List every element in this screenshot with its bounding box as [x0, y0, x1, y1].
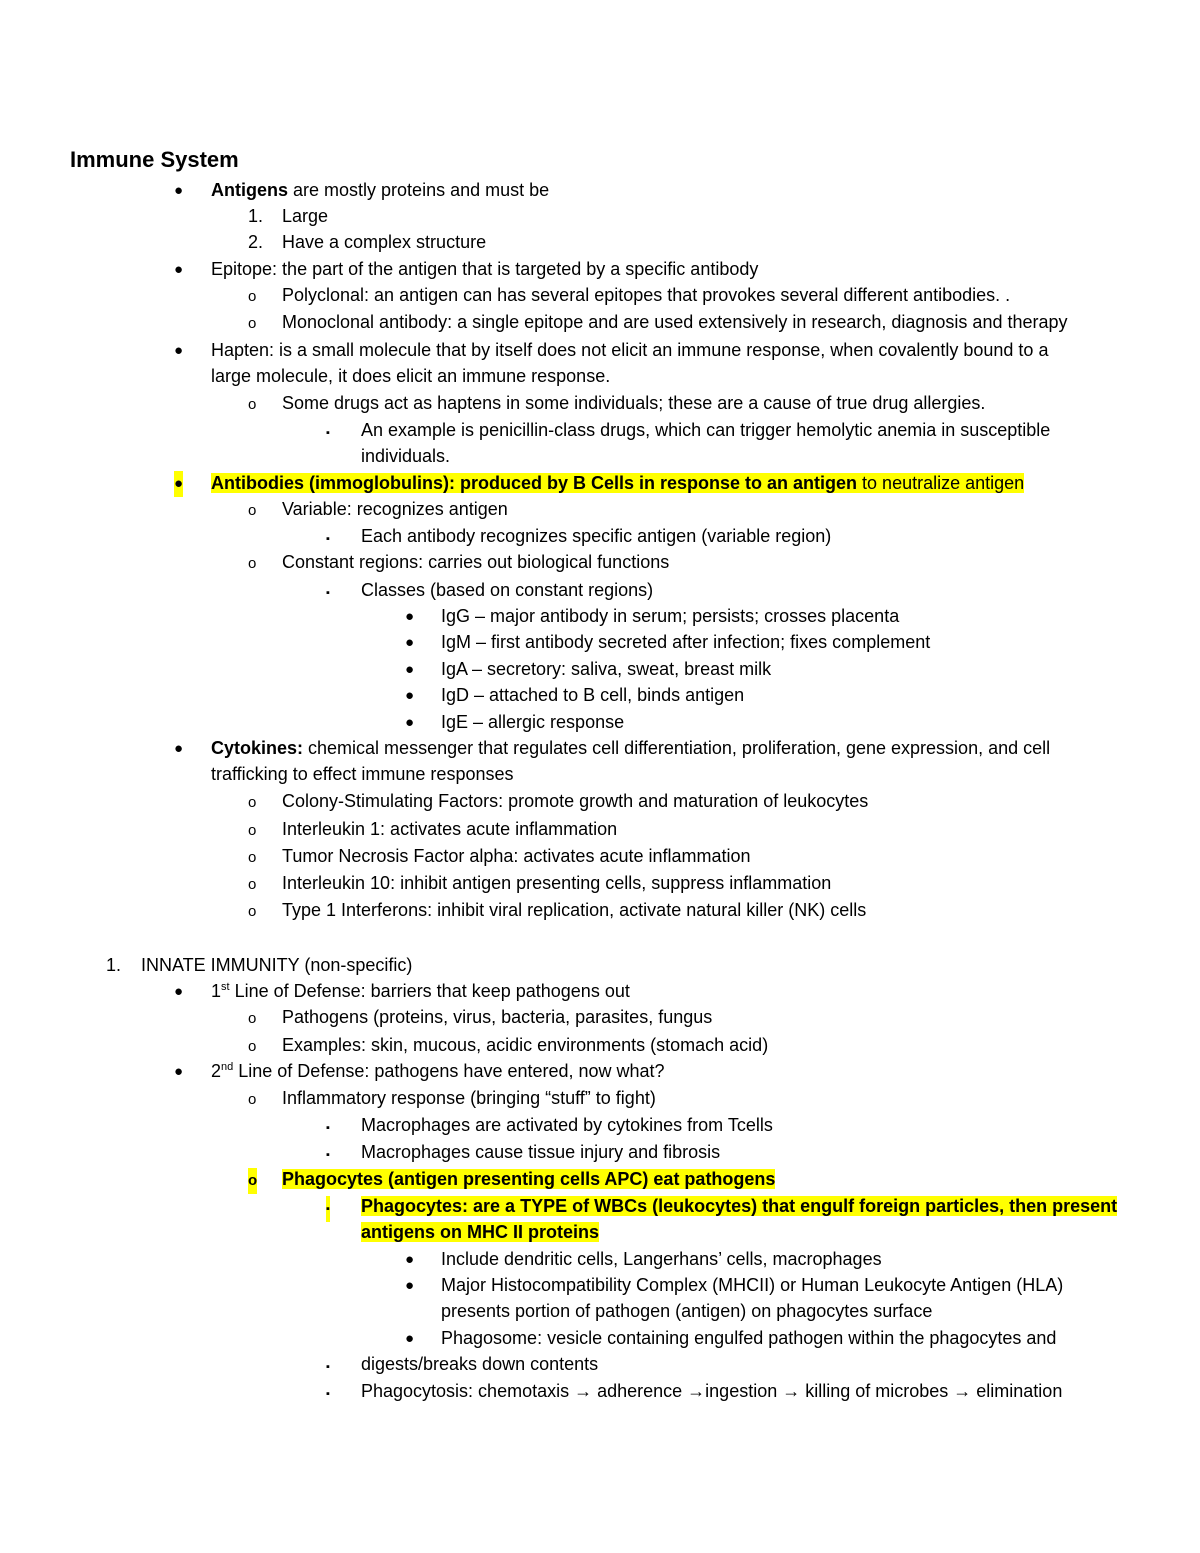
text-run: large molecule, it does elicit an immune response. — [211, 366, 611, 386]
list-number: 2. — [248, 232, 264, 252]
text-run: Tumor Necrosis Factor alpha: activates acute inflammation — [282, 846, 751, 866]
text-run: Monoclonal antibody: a single epitope and are used extensively in research, diagnosis and therapy — [282, 312, 1068, 332]
text-run: IgD – attached to B cell, binds antigen — [441, 685, 745, 705]
text-run: 1 — [211, 981, 222, 1001]
text-run: Type 1 Interferons: inhibit viral replication, activate natural killer (NK) cells — [282, 900, 867, 920]
bullet-disc-icon: ● — [174, 182, 184, 199]
list-item — [361, 1219, 599, 1245]
list-item — [282, 203, 328, 229]
text-run: IgE – allergic response — [441, 712, 625, 732]
list-item — [282, 496, 508, 522]
bullet-circle-icon: o — [248, 849, 257, 866]
list-item — [211, 177, 549, 203]
list-item — [282, 1085, 656, 1111]
bullet-disc-icon: ● — [174, 342, 184, 359]
text-run: Constant regions: carries out biological functions — [282, 552, 670, 572]
list-item — [282, 816, 617, 842]
bullet-circle-icon: o — [248, 396, 257, 413]
list-item — [282, 282, 1010, 308]
text-run: Macrophages are activated by cytokines from Tcells — [361, 1115, 773, 1135]
text-run: Major Histocompatibility Complex (MHCII) or Human Leukocyte Antigen (HLA) — [441, 1275, 1064, 1295]
list-item — [282, 843, 751, 869]
list-item — [282, 549, 669, 575]
text-run: Line of Defense: barriers that keep pathogens out — [229, 981, 630, 1001]
bullet-disc-icon: ● — [405, 608, 415, 625]
list-item — [361, 1193, 1117, 1219]
list-item — [441, 709, 624, 735]
text-run: chemical messenger that regulates cell differentiation, proliferation, gene expression, and cell — [303, 738, 1051, 758]
text-run: Colony-Stimulating Factors: promote growth and maturation of leukocytes — [282, 791, 869, 811]
list-item — [441, 1246, 882, 1272]
text-run: Interleukin 10: inhibit antigen presenting cells, suppress inflammation — [282, 873, 832, 893]
list-item — [361, 1378, 1062, 1404]
list-number: 1. — [106, 955, 122, 975]
text-run: antigens on MHC II proteins — [361, 1222, 600, 1242]
list-item — [211, 761, 513, 787]
text-run: Antibodies (immoglobulins): produced by B Cells in response to an antigen — [211, 473, 858, 493]
text-run: Phagosome: vesicle containing engulfed pathogen within the phagocytes and — [441, 1328, 1057, 1348]
bullet-square-icon: ▪ — [326, 1361, 330, 1373]
list-item — [441, 1272, 1063, 1298]
list-item — [282, 788, 868, 814]
list-item — [441, 1298, 932, 1324]
bullet-circle-icon: o — [248, 794, 257, 811]
list-item — [211, 470, 1024, 496]
bullet-circle-icon: o — [248, 822, 257, 839]
text-run: Include dendritic cells, Langerhans’ cells, macrophages — [441, 1249, 882, 1269]
bullet-disc-icon: ● — [405, 1251, 415, 1268]
bullet-circle-icon: o — [248, 502, 257, 519]
bullet-square-icon: ▪ — [326, 1122, 330, 1134]
text-run: Line of Defense: pathogens have entered, now what? — [233, 1061, 665, 1081]
bullet-disc-icon: ● — [174, 261, 184, 278]
text-run: Polyclonal: an antigen can has several epitopes that provokes several different antibodies. . — [282, 285, 1011, 305]
bullet-disc-icon: ● — [405, 1277, 415, 1294]
list-item — [441, 682, 744, 708]
list-item — [211, 363, 610, 389]
list-item — [282, 1032, 768, 1058]
text-run: Each antibody recognizes specific antigen (variable region) — [361, 526, 832, 546]
bullet-disc-icon: ● — [405, 714, 415, 731]
text-run: nd — [221, 1061, 234, 1073]
list-item — [211, 978, 630, 1004]
list-item — [361, 1351, 598, 1377]
list-number: 1. — [248, 206, 264, 226]
text-run: Some drugs act as haptens in some individuals; these are a cause of true drug allergies. — [282, 393, 986, 413]
list-item — [441, 656, 771, 682]
bullet-disc-icon: ● — [174, 983, 184, 1000]
bullet-circle-icon: o — [248, 315, 257, 332]
bullet-disc-icon: ● — [405, 687, 415, 704]
text-run: An example is penicillin-class drugs, which can trigger hemolytic anemia in susceptible — [361, 420, 1051, 440]
list-item — [282, 1004, 712, 1030]
list-item — [282, 870, 831, 896]
list-item — [282, 1166, 775, 1192]
text-run: Phagocytosis: chemotaxis → adherence →ingestion → killing of microbes → elimination — [361, 1381, 1063, 1401]
bullet-square-icon: ▪ — [326, 587, 330, 599]
bullet-square-icon: ▪ — [326, 1388, 330, 1400]
list-item — [361, 1112, 773, 1138]
text-run: Variable: recognizes antigen — [282, 499, 508, 519]
text-run: individuals. — [361, 446, 451, 466]
bullet-circle-icon: o — [248, 876, 257, 893]
text-run: Phagocytes (antigen presenting cells APC) eat pathogens — [282, 1169, 776, 1189]
list-item — [441, 1325, 1056, 1351]
text-run: Large — [282, 206, 329, 226]
list-item — [211, 256, 758, 282]
list-item — [282, 229, 486, 255]
text-run: digests/breaks down contents — [361, 1354, 599, 1374]
bullet-disc-icon: ● — [405, 634, 415, 651]
text-run: Hapten: is a small molecule that by itself does not elicit an immune response, when covalently bound to a — [211, 340, 1049, 360]
text-run: Examples: skin, mucous, acidic environments (stomach acid) — [282, 1035, 769, 1055]
list-item — [441, 603, 899, 629]
list-item — [211, 735, 1050, 761]
bullet-square-icon: ▪ — [326, 1149, 330, 1161]
bullet-disc-icon: ● — [405, 661, 415, 678]
bullet-circle-icon: o — [248, 1091, 257, 1108]
text-run: Interleukin 1: activates acute inflammation — [282, 819, 618, 839]
text-run: Phagocytes: are a TYPE of WBCs (leukocytes) that engulf foreign particles, then present — [361, 1196, 1118, 1216]
bullet-circle-icon: o — [248, 1010, 257, 1027]
text-run: IgA – secretory: saliva, sweat, breast milk — [441, 659, 772, 679]
list-item — [211, 337, 1048, 363]
text-run: Classes (based on constant regions) — [361, 580, 654, 600]
bullet-circle-icon: o — [248, 903, 257, 920]
bullet-disc-icon: ● — [174, 740, 184, 757]
text-run: Antigens — [211, 180, 289, 200]
list-item — [441, 629, 930, 655]
text-run: trafficking to effect immune responses — [211, 764, 514, 784]
list-item — [361, 443, 450, 469]
text-run: Cytokines: — [211, 738, 304, 758]
text-run: are mostly proteins and must be — [288, 180, 550, 200]
list-item — [282, 897, 866, 923]
text-run: INNATE IMMUNITY (non-specific) — [141, 955, 413, 975]
list-item — [141, 952, 412, 978]
page-title: Immune System — [70, 147, 239, 172]
text-run: Have a complex structure — [282, 232, 487, 252]
list-item — [361, 523, 831, 549]
bullet-square-icon: ▪ — [326, 1196, 330, 1222]
bullet-circle-icon: o — [248, 1038, 257, 1055]
bullet-square-icon: ▪ — [326, 427, 330, 439]
text-run: Pathogens (proteins, virus, bacteria, parasites, fungus — [282, 1007, 713, 1027]
bullet-disc-icon: ● — [174, 471, 183, 497]
list-item — [282, 390, 985, 416]
bullet-disc-icon: ● — [174, 1063, 184, 1080]
bullet-circle-icon: o — [248, 555, 257, 572]
bullet-square-icon: ▪ — [326, 533, 330, 545]
text-run: st — [221, 981, 230, 993]
list-item — [282, 309, 1068, 335]
list-item — [361, 1139, 720, 1165]
bullet-circle-icon: o — [248, 288, 257, 305]
text-run: IgG – major antibody in serum; persists; crosses placenta — [441, 606, 900, 626]
list-item — [361, 417, 1050, 443]
text-run: to neutralize antigen — [857, 473, 1025, 493]
list-item — [211, 1058, 665, 1084]
text-run: Epitope: the part of the antigen that is targeted by a specific antibody — [211, 259, 759, 279]
text-run: Inflammatory response (bringing “stuff” to fight) — [282, 1088, 656, 1108]
bullet-disc-icon: ● — [405, 1330, 415, 1347]
text-run: presents portion of pathogen (antigen) on phagocytes surface — [441, 1301, 933, 1321]
list-item — [361, 577, 653, 603]
text-run: IgM – first antibody secreted after infection; fixes complement — [441, 632, 931, 652]
text-run: Macrophages cause tissue injury and fibrosis — [361, 1142, 721, 1162]
text-run: 2 — [211, 1061, 222, 1081]
bullet-circle-icon: o — [248, 1168, 257, 1194]
